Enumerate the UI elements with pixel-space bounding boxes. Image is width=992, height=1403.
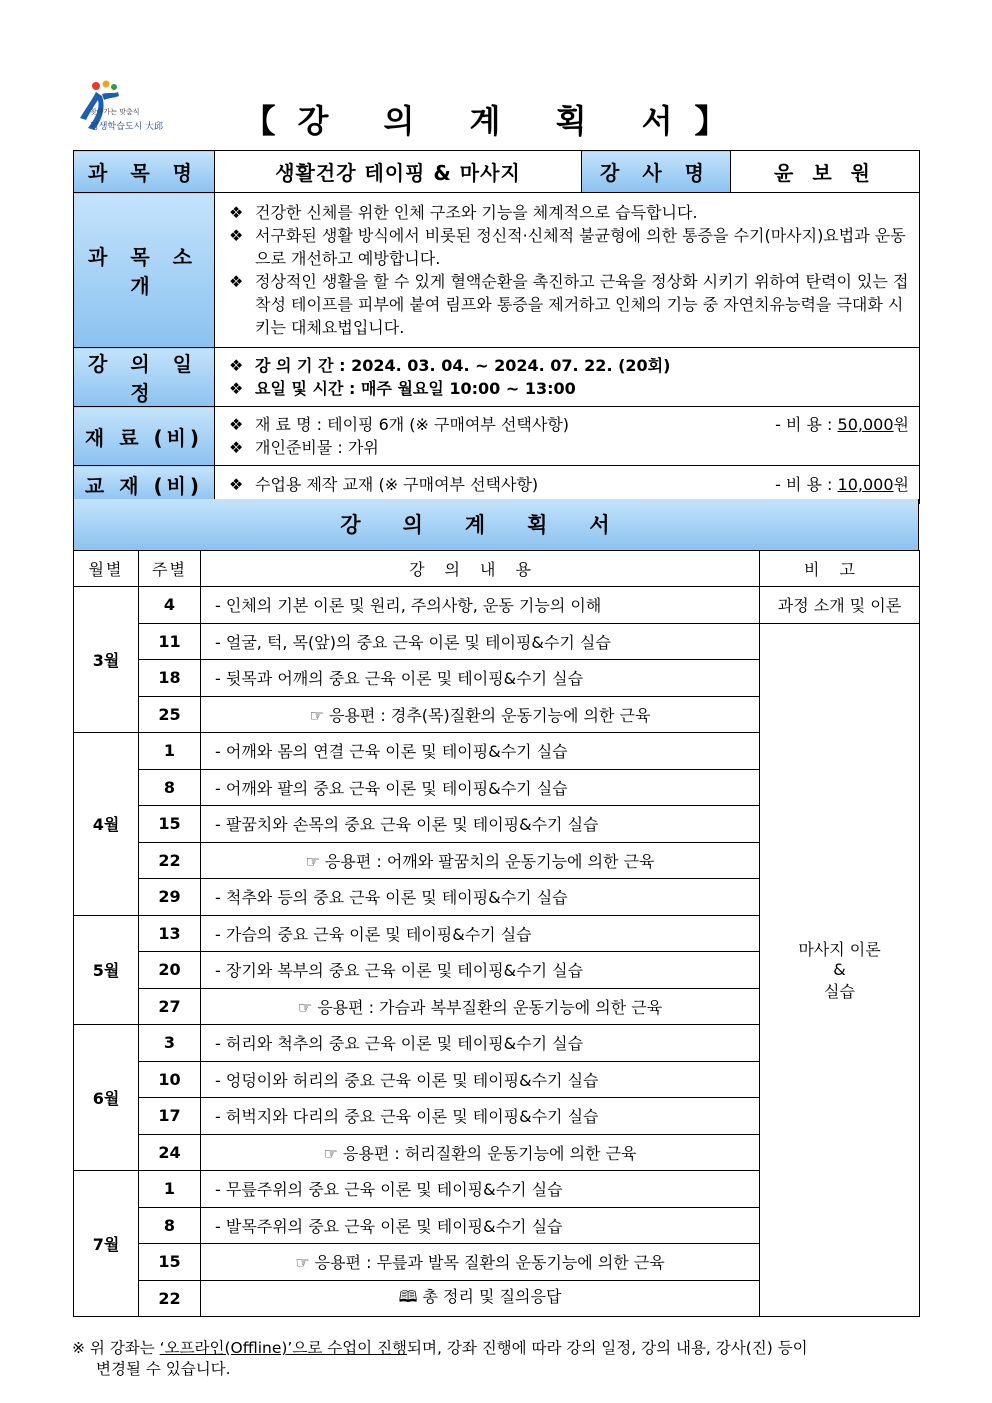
subject-value: 생활건강 테이핑 & 마사지 [215,151,582,193]
textbook-name: ❖ 수업용 제작 교재 (※ 구매여부 선택사항) [229,475,539,494]
page-title: 【강 의 계 획 서】 [243,102,749,140]
intro-item: ❖ 정상적인 생활을 할 수 있게 혈액순환을 촉진하고 근육을 정상화 시키기 위하여 탄력이 있는 접착성 테이프를 피부에 붙여 림프와 통증을 제거하고 인체의 기능 중 자연치유능력을 극대화 시키는 대체요법입니다. [229,272,909,337]
month-cell: 3월 [74,587,139,733]
week-cell: 24 [139,1134,201,1171]
week-cell: 13 [139,915,201,952]
schedule-time: ❖ 요일 및 시간 : 매주 월요일 10:00 ~ 13:00 [229,379,576,398]
week-cell: 3 [139,1025,201,1062]
schedule-label: 강 의 일 정 [74,348,215,407]
instructor-label: 강 사 명 [582,151,731,193]
content-cell: - 얼굴, 턱, 목(앞)의 중요 근육 이론 및 테이핑&수기 실습 [201,623,760,660]
week-cell: 20 [139,952,201,989]
content-cell: 🕮 총 정리 및 질의응답 [201,1280,760,1317]
material-label: 재 료 (비) [74,407,215,466]
textbook-label: 교 재 (비) [74,466,215,504]
week-cell: 8 [139,1207,201,1244]
content-cell: - 가슴의 중요 근육 이론 및 테이핑&수기 실습 [201,915,760,952]
week-cell: 29 [139,879,201,916]
logo-city: 평생학습도시 大邱 [90,122,164,132]
content-cell: - 팔꿈치와 손목의 중요 근육 이론 및 테이핑&수기 실습 [201,806,760,843]
week-cell: 8 [139,769,201,806]
content-cell: ☞ 응용편 : 경추(목)질환의 운동기능에 의한 근육 [201,696,760,733]
personal-supplies: ❖ 개인준비물 : 가위 [229,438,379,457]
week-cell: 4 [139,587,201,624]
instructor-value: 윤 보 원 [731,151,920,193]
content-cell: ☞ 응용편 : 가슴과 복부질환의 운동기능에 의한 근육 [201,988,760,1025]
week-cell: 22 [139,1280,201,1317]
week-cell: 10 [139,1061,201,1098]
month-cell: 4월 [74,733,139,916]
content-cell: - 장기와 복부의 중요 근육 이론 및 테이핑&수기 실습 [201,952,760,989]
plan-section-header: 강의계획서 [73,499,919,551]
month-cell: 6월 [74,1025,139,1171]
note-cell: 과정 소개 및 이론 [760,587,920,624]
content-cell: - 발목주위의 중요 근육 이론 및 테이핑&수기 실습 [201,1207,760,1244]
note-cell-practice: 마사지 이론 & 실습 [760,623,920,1317]
footer-note: ※ 위 강좌는 ‘오프라인(Offline)’으로 수업이 진행되며, 강좌 진행에 따라 강의 일정, 강의 내용, 강사(진) 등이 변경될 수 있습니다. [72,1339,808,1378]
intro-label: 과 목 소 개 [74,193,215,348]
week-cell: 22 [139,842,201,879]
week-cell: 11 [139,623,201,660]
course-info-table [73,150,920,504]
content-cell: ☞ 응용편 : 무릎과 발목 질환의 운동기능에 의한 근육 [201,1244,760,1281]
week-cell: 27 [139,988,201,1025]
week-cell: 25 [139,696,201,733]
subject-label: 과 목 명 [74,151,215,193]
content-cell: ☞ 응용편 : 허리질환의 운동기능에 의한 근육 [201,1134,760,1171]
intro-item: ❖ 건강한 신체를 위한 인체 구조와 기능을 체계적으로 습득합니다. [229,203,698,222]
plan-row [74,587,920,624]
intro-content [215,193,920,348]
content-cell: - 어깨와 몸의 연결 근육 이론 및 테이핑&수기 실습 [201,733,760,770]
week-cell: 18 [139,660,201,697]
week-cell: 17 [139,1098,201,1135]
week-cell: 1 [139,1171,201,1208]
intro-item: ❖ 서구화된 생활 방식에서 비롯된 정신적·신체적 불균형에 의한 통증을 수기(마사지)요법과 운동으로 개선하고 예방합니다. [229,226,906,268]
content-cell: ☞ 응용편 : 어깨와 팔꿈치의 운동기능에 의한 근육 [201,842,760,879]
content-cell: - 허리와 척추의 중요 근육 이론 및 테이핑&수기 실습 [201,1025,760,1062]
content-cell: - 무릎주위의 중요 근육 이론 및 테이핑&수기 실습 [201,1171,760,1208]
schedule-period: ❖ 강 의 기 간 : 2024. 03. 04. ~ 2024. 07. 22. (20회) [229,356,671,375]
lecture-plan-table [73,550,920,1317]
content-cell: - 인체의 기본 이론 및 원리, 주의사항, 운동 기능의 이해 [201,587,760,624]
week-cell: 1 [139,733,201,770]
material-name: ❖ 재 료 명 : 테이핑 6개 (※ 구매여부 선택사항) [229,415,570,434]
col-month-header: 월별 [74,551,139,587]
material-content [215,407,920,466]
col-note-header: 비고 [760,551,920,587]
col-week-header: 주별 [139,551,201,587]
schedule-content [215,348,920,407]
month-cell: 5월 [74,915,139,1025]
week-cell: 15 [139,1244,201,1281]
content-cell: - 허벅지와 다리의 중요 근육 이론 및 테이핑&수기 실습 [201,1098,760,1135]
content-cell: - 척추와 등의 중요 근육 이론 및 테이핑&수기 실습 [201,879,760,916]
col-content-header: 강의내용 [201,551,760,587]
content-cell: - 뒷목과 어깨의 중요 근육 이론 및 테이핑&수기 실습 [201,660,760,697]
week-cell: 15 [139,806,201,843]
material-cost: - 비 용 : 50,000원 [775,415,909,434]
textbook-content [215,466,920,504]
content-cell: - 엉덩이와 허리의 중요 근육 이론 및 테이핑&수기 실습 [201,1061,760,1098]
content-cell: - 어깨와 팔의 중요 근육 이론 및 테이핑&수기 실습 [201,769,760,806]
textbook-cost: - 비 용 : 10,000원 [775,475,909,494]
month-cell: 7월 [74,1171,139,1317]
plan-row [74,623,920,660]
logo-tagline: 찾아가는 맞춤식 [90,108,140,116]
